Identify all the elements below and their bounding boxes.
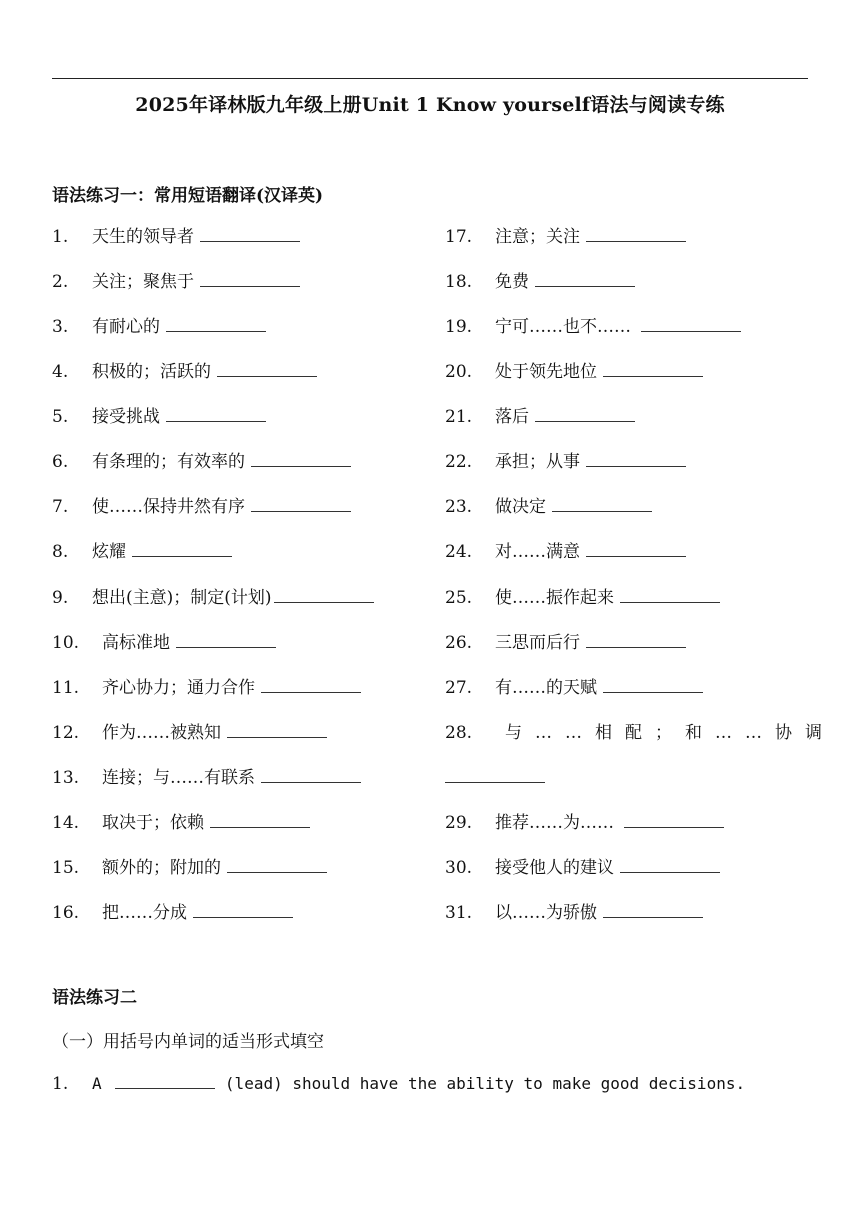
- phrase-item-2: 2. 关注；聚焦于: [52, 270, 300, 294]
- phrase-item-29: 29. 推荐……为……: [445, 811, 724, 835]
- answer-blank[interactable]: [227, 856, 327, 873]
- phrase-item-21: 21. 落后: [445, 405, 635, 429]
- phrase-item-22: 22. 承担；从事: [445, 450, 686, 474]
- phrase-item-3: 3. 有耐心的: [52, 315, 266, 339]
- phrase-item-5: 5. 接受挑战: [52, 405, 266, 429]
- answer-blank[interactable]: [586, 540, 686, 557]
- phrase-item-19: 19. 宁可……也不……: [445, 315, 741, 339]
- answer-blank[interactable]: [535, 405, 635, 422]
- answer-blank[interactable]: [115, 1072, 215, 1089]
- phrase-item-24: 24. 对……满意: [445, 540, 686, 564]
- phrase-item-23: 23. 做决定: [445, 495, 652, 519]
- phrase-item-13: 13. 连接；与……有联系: [52, 766, 361, 790]
- answer-blank[interactable]: [535, 270, 635, 287]
- answer-blank[interactable]: [624, 811, 724, 828]
- top-rule: [52, 78, 808, 79]
- phrase-item-25: 25. 使……振作起来: [445, 586, 720, 610]
- answer-blank[interactable]: [166, 315, 266, 332]
- section2-heading: 语法练习二: [52, 988, 137, 1008]
- phrase-item-10: 10. 高标准地: [52, 631, 276, 655]
- phrase-item-11: 11. 齐心协力；通力合作: [52, 676, 361, 700]
- phrase-item-31: 31. 以……为骄傲: [445, 901, 703, 925]
- phrase-item-30: 30. 接受他人的建议: [445, 856, 720, 880]
- phrase-item-28-blank-line: [445, 766, 545, 790]
- answer-blank[interactable]: [251, 450, 351, 467]
- phrase-item-7: 7. 使……保持井然有序: [52, 495, 351, 519]
- section2-subheading: （一）用括号内单词的适当形式填空: [52, 1032, 324, 1052]
- phrase-item-18: 18. 免费: [445, 270, 635, 294]
- phrase-item-1: 1. 天生的领导者: [52, 225, 300, 249]
- answer-blank[interactable]: [603, 360, 703, 377]
- answer-blank[interactable]: [132, 540, 232, 557]
- answer-blank[interactable]: [274, 586, 374, 603]
- answer-blank[interactable]: [586, 450, 686, 467]
- phrase-item-4: 4. 积极的；活跃的: [52, 360, 317, 384]
- phrase-item-28: 28. 与……相配；和……协调: [445, 723, 835, 743]
- answer-blank[interactable]: [620, 856, 720, 873]
- phrase-item-12: 12. 作为……被熟知: [52, 721, 327, 745]
- answer-blank[interactable]: [251, 495, 351, 512]
- phrase-item-6: 6. 有条理的；有效率的: [52, 450, 351, 474]
- answer-blank[interactable]: [620, 586, 720, 603]
- answer-blank[interactable]: [217, 360, 317, 377]
- answer-blank[interactable]: [200, 270, 300, 287]
- answer-blank[interactable]: [641, 315, 741, 332]
- answer-blank[interactable]: [445, 766, 545, 783]
- phrase-item-8: 8. 炫耀: [52, 540, 232, 564]
- phrase-item-20: 20. 处于领先地位: [445, 360, 703, 384]
- phrase-item-16: 16. 把……分成: [52, 901, 293, 925]
- answer-blank[interactable]: [210, 811, 310, 828]
- page-title: 2025年译林版九年级上册Unit 1 Know yourself语法与阅读专练: [135, 94, 725, 116]
- exercise-item-1: 1. A (lead) should have the ability to make good decisions.: [52, 1074, 746, 1094]
- answer-blank[interactable]: [586, 631, 686, 648]
- phrase-item-26: 26. 三思而后行: [445, 631, 686, 655]
- phrase-item-27: 27. 有……的天赋: [445, 676, 703, 700]
- answer-blank[interactable]: [193, 901, 293, 918]
- phrase-item-17: 17. 注意；关注: [445, 225, 686, 249]
- answer-blank[interactable]: [176, 631, 276, 648]
- answer-blank[interactable]: [261, 676, 361, 693]
- answer-blank[interactable]: [200, 225, 300, 242]
- phrase-item-14: 14. 取决于；依赖: [52, 811, 310, 835]
- answer-blank[interactable]: [166, 405, 266, 422]
- answer-blank[interactable]: [586, 225, 686, 242]
- answer-blank[interactable]: [603, 676, 703, 693]
- answer-blank[interactable]: [261, 766, 361, 783]
- phrase-item-9: 9. 想出(主意)；制定(计划): [52, 586, 374, 610]
- answer-blank[interactable]: [603, 901, 703, 918]
- phrase-item-15: 15. 额外的；附加的: [52, 856, 327, 880]
- answer-blank[interactable]: [227, 721, 327, 738]
- answer-blank[interactable]: [552, 495, 652, 512]
- section1-heading: 语法练习一：常用短语翻译(汉译英): [52, 186, 324, 206]
